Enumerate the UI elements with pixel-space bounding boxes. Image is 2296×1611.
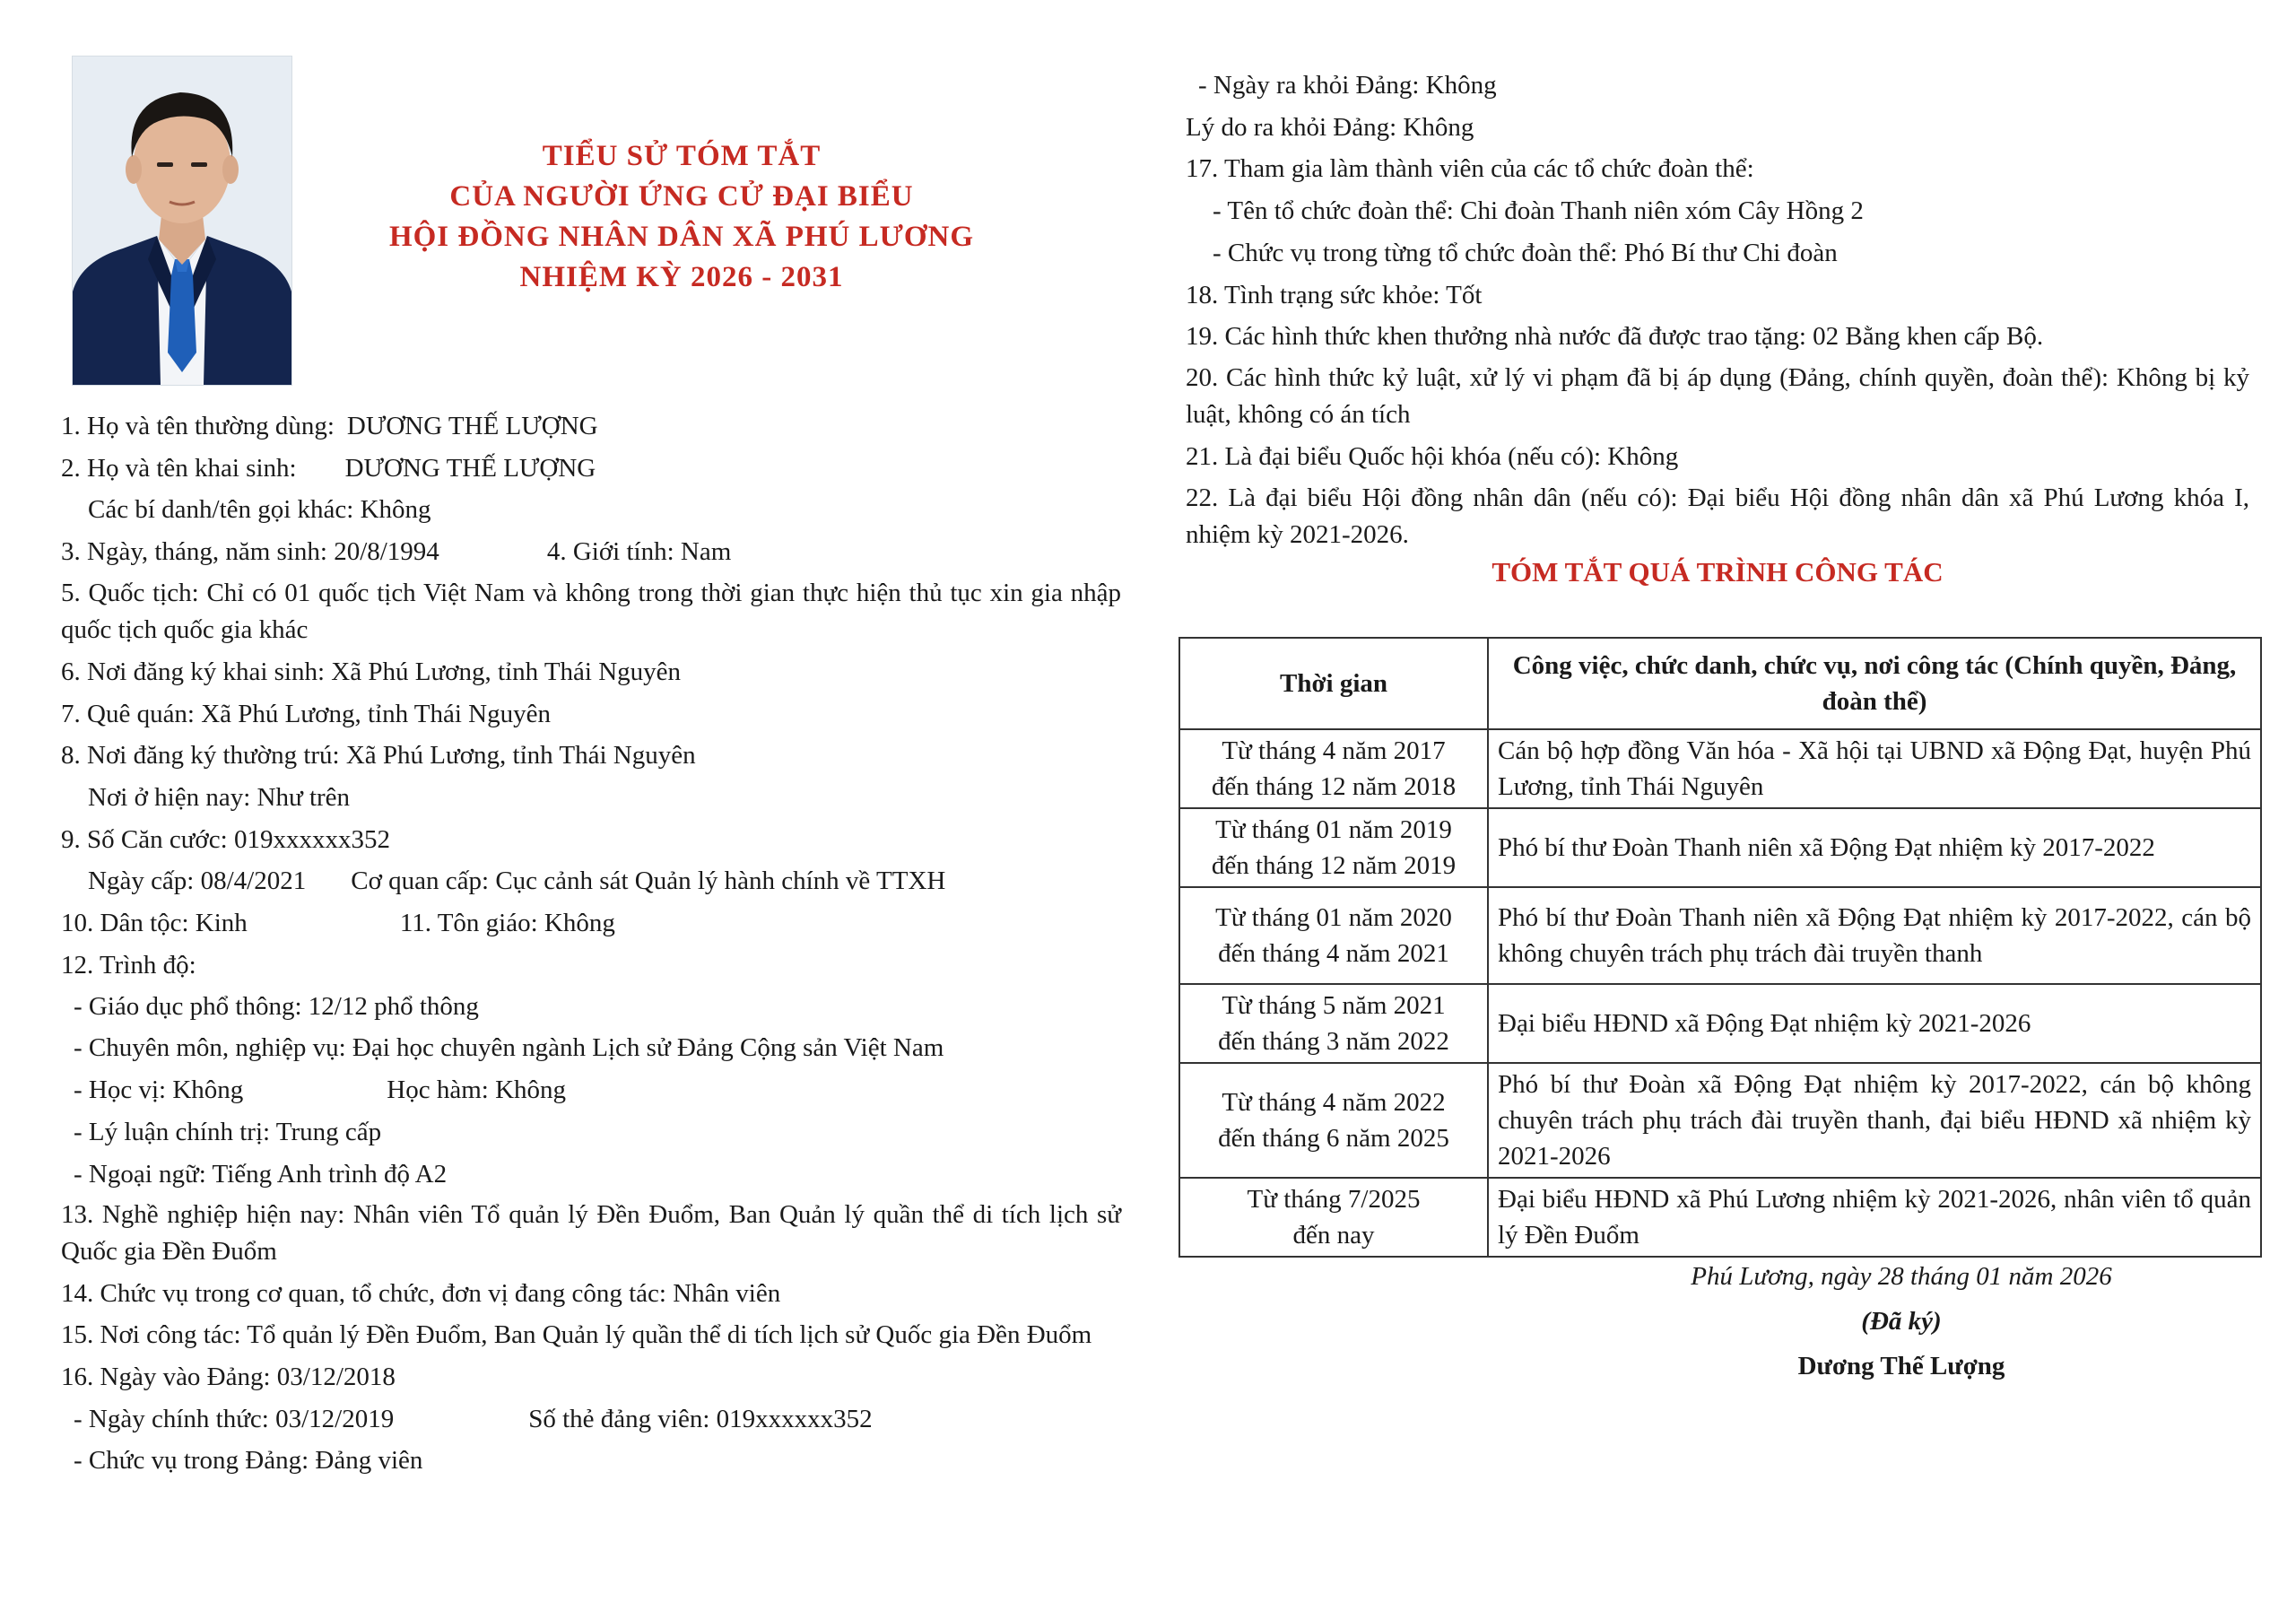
title-line-3: HỘI ĐỒNG NHÂN DÂN XÃ PHÚ LƯƠNG [388,221,975,253]
row-time: Từ tháng 4 năm 2022 đến tháng 6 năm 2025 [1179,1063,1488,1178]
row-description: Cán bộ hợp đồng Văn hóa - Xã hội tại UBND xã Động Đạt, huyện Phú Lương, tỉnh Thái Nguyên [1488,729,2261,808]
table-row [1179,1063,2261,1178]
item-council-delegate: 22. Là đại biểu Hội đồng nhân dân (nếu có): Đại biểu Hội đồng nhân dân xã Phú Lương khóa I, nhiệm kỳ 2021-2026. [1186,483,2249,549]
item-id-number: 9. Số Căn cước: 019xxxxxx352 [61,824,390,854]
row-time: Từ tháng 4 năm 2017 đến tháng 12 năm 2018 [1179,729,1488,808]
place-date: Phú Lương, ngày 28 tháng 01 năm 2026 [1691,1262,2112,1291]
portrait-illustration [73,57,291,385]
item-political-theory: - Lý luận chính trị: Trung cấp [74,1117,382,1146]
item-party-join-date: 16. Ngày vào Đảng: 03/12/2018 [61,1362,396,1391]
row-description: Phó bí thư Đoàn xã Động Đạt nhiệm kỳ 2017-2022, cán bộ không chuyên trách phụ trách đài truyền thanh, đại biểu HĐND xã nhiệm kỳ 2021-2026 [1488,1063,2261,1178]
work-history-title: TÓM TẮT QUÁ TRÌNH CÔNG TÁC [1492,556,1944,588]
item-national-assembly: 21. Là đại biểu Quốc hội khóa (nếu có): Không [1186,441,1679,471]
item-foreign-language: - Ngoại ngữ: Tiếng Anh trình độ A2 [74,1159,448,1189]
row-description: Phó bí thư Đoàn Thanh niên xã Động Đạt nhiệm kỳ 2017-2022 [1488,808,2261,887]
row-time: Từ tháng 01 năm 2019 đến tháng 12 năm 2019 [1179,808,1488,887]
table-row [1179,887,2261,984]
item-hometown: 7. Quê quán: Xã Phú Lương, tỉnh Thái Nguyên [61,699,552,728]
candidate-portrait-photo [72,56,292,386]
item-permanent-residence: 8. Nơi đăng ký thường trú: Xã Phú Lương, tỉnh Thái Nguyên [61,741,696,771]
table-row [1179,729,2261,808]
work-history-table [1178,637,2262,1258]
signed-note: (Đã ký) [1861,1307,1942,1336]
item-birth-registration: 6. Nơi đăng ký khai sinh: Xã Phú Lương, tỉnh Thái Nguyên [61,657,682,686]
item-party-leave-date: - Ngày ra khỏi Đảng: Không [1198,71,1497,100]
item-ethnicity-religion: 10. Dân tộc: Kinh 11. Tôn giáo: Không [61,909,615,938]
item-occupation: 13. Nghề nghiệp hiện nay: Nhân viên Tổ quản lý Đền Đuổm, Ban Quản lý quần thể di tích lịch sử Quốc gia Đền Đuổm [61,1200,1121,1267]
item-position: 14. Chức vụ trong cơ quan, tổ chức, đơn vị đang công tác: Nhân viên [61,1279,781,1309]
title-line-2: CỦA NGƯỜI ỨNG CỬ ĐẠI BIỂU [449,180,914,213]
item-aliases: Các bí danh/tên gọi khác: Không [88,495,431,525]
item-party-leave-reason: Lý do ra khỏi Đảng: Không [1186,112,1474,142]
table-row [1179,984,2261,1063]
item-birth-name: 2. Họ và tên khai sinh: DƯƠNG THẾ LƯỢNG [61,453,596,483]
item-degree-title: - Học vị: Không Học hàm: Không [74,1075,567,1105]
row-time: Từ tháng 7/2025 đến nay [1179,1178,1488,1257]
item-party-position: - Chức vụ trong Đảng: Đảng viên [74,1446,423,1476]
bio-left-column [61,405,1121,1482]
item-org-position: - Chức vụ trong từng tổ chức đoàn thể: Phó Bí thư Chi đoàn [1213,238,1838,267]
row-description: Phó bí thư Đoàn Thanh niên xã Động Đạt nhiệm kỳ 2017-2022, cán bộ không chuyên trách phụ trách đài truyền thanh [1488,887,2261,984]
table-row [1179,808,2261,887]
header-description: Công việc, chức danh, chức vụ, nơi công tác (Chính quyền, Đảng, đoàn thể) [1488,638,2261,729]
row-description: Đại biểu HĐND xã Phú Lương nhiệm kỳ 2021-2026, nhân viên tổ quản lý Đền Đuổm [1488,1178,2261,1257]
item-current-residence: Nơi ở hiện nay: Như trên [88,782,351,812]
header-time: Thời gian [1179,638,1488,729]
item-specialization: - Chuyên môn, nghiệp vụ: Đại học chuyên ngành Lịch sử Đảng Cộng sản Việt Nam [74,1033,944,1063]
item-workplace: 15. Nơi công tác: Tổ quản lý Đền Đuổm, Ban Quản lý quần thể di tích lịch sử Quốc gia Đền Đuổm [61,1319,1092,1349]
document-title [332,136,1031,298]
item-awards: 19. Các hình thức khen thưởng nhà nước đã được trao tặng: 02 Bằng khen cấp Bộ. [1186,322,2044,352]
item-org-name: - Tên tổ chức đoàn thể: Chi đoàn Thanh niên xóm Cây Hồng 2 [1213,196,1864,226]
signer-name: Dương Thế Lượng [1797,1352,2005,1380]
item-id-issue: Ngày cấp: 08/4/2021 Cơ quan cấp: Cục cảnh sát Quản lý hành chính về TTXH [88,866,946,896]
item-common-name: 1. Họ và tên thường dùng: DƯƠNG THẾ LƯỢNG [61,412,598,440]
title-line-4: NHIỆM KỲ 2026 - 2031 [519,261,844,293]
bio-right-column [1186,65,2249,556]
table-header-row [1179,638,2261,729]
signature-block [1587,1254,2215,1389]
table-row [1179,1178,2261,1257]
item-health: 18. Tình trạng sức khỏe: Tốt [1186,280,1483,309]
item-discipline: 20. Các hình thức kỷ luật, xử lý vi phạm đã bị áp dụng (Đảng, chính quyền, đoàn thể): Không bị kỷ luật, không có án tích [1186,362,2249,429]
row-description: Đại biểu HĐND xã Động Đạt nhiệm kỳ 2021-2026 [1488,984,2261,1063]
row-time: Từ tháng 01 năm 2020 đến tháng 4 năm 2021 [1179,887,1488,984]
item-organizations: 17. Tham gia làm thành viên của các tổ chức đoàn thể: [1186,154,1754,184]
item-general-education: - Giáo dục phổ thông: 12/12 phổ thông [74,992,479,1022]
item-party-official: - Ngày chính thức: 03/12/2019 Số thẻ đảng viên: 019xxxxxx352 [74,1404,873,1433]
title-line-1: TIỂU SỬ TÓM TẮT [542,140,822,172]
item-education-heading: 12. Trình độ: [61,950,196,980]
row-time: Từ tháng 5 năm 2021 đến tháng 3 năm 2022 [1179,984,1488,1063]
item-birthdate-gender: 3. Ngày, tháng, năm sinh: 20/8/1994 4. Giới tính: Nam [61,537,732,567]
item-nationality: 5. Quốc tịch: Chỉ có 01 quốc tịch Việt Nam và không trong thời gian thực hiện thủ tục xin gia nhập quốc tịch quốc gia khác [61,578,1121,644]
